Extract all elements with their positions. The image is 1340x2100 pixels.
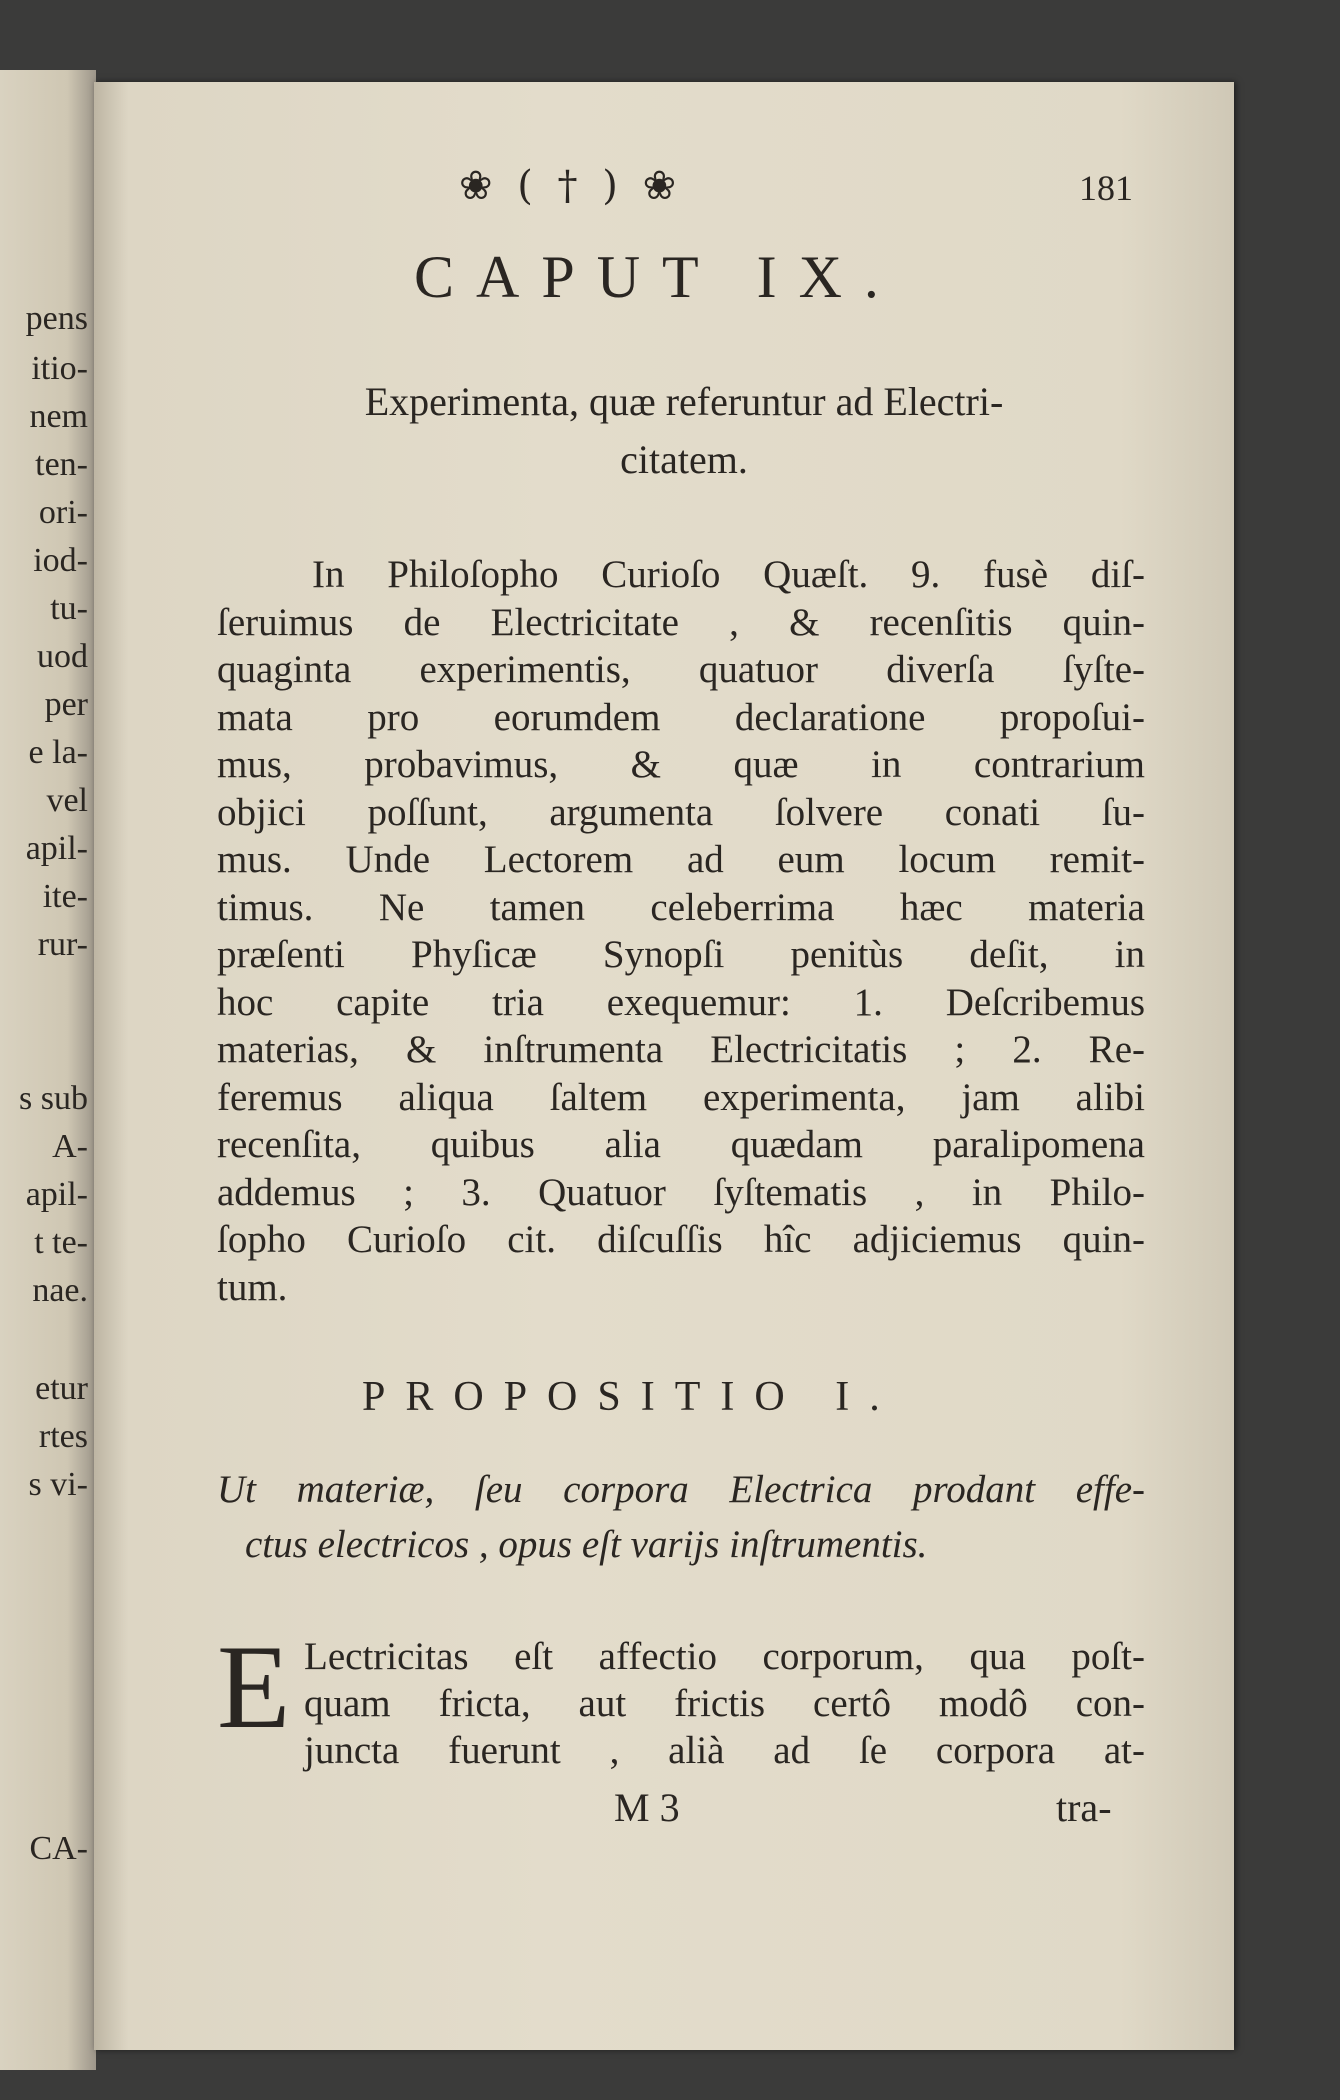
body-line: Lectricitas eſt affectio corporum, qua poſt- <box>304 1635 1145 1678</box>
left-page-fragment-line: tu- <box>50 590 88 627</box>
chapter-subtitle-line: Experimenta, quæ referuntur ad Electri- <box>364 379 1004 424</box>
left-page-fragment-line: itio- <box>31 350 88 387</box>
proposition-statement-line: ctus electricos , opus eſt varijs inſtrumentis. <box>245 1523 928 1566</box>
catchword: tra- <box>1056 1785 1112 1830</box>
chapter-title: CAPUT IX. <box>414 244 901 310</box>
left-page-fragment-line: s vi- <box>28 1466 88 1503</box>
intro-line: ſeruimus de Electricitate , & recenſitis quin- <box>217 600 1145 644</box>
left-page-fragment-line: vel <box>46 782 88 819</box>
intro-line: hoc capite tria exequemur: 1. Deſcribemus <box>217 980 1145 1024</box>
left-page-fragment-line: CA- <box>29 1830 88 1867</box>
left-page-fragment-line: rtes <box>38 1418 88 1455</box>
left-page-fragment <box>0 70 96 2070</box>
left-page-fragment-line: apil- <box>25 1176 88 1213</box>
left-page-fragment-line: t te- <box>34 1224 88 1261</box>
intro-line: In Philoſopho Curioſo Quæſt. 9. fusè diſ- <box>312 553 1145 596</box>
intro-line: addemus ; 3. Quatuor ſyſtematis , in Philo- <box>217 1170 1145 1214</box>
intro-line: mus. Unde Lectorem ad eum locum remit- <box>217 838 1145 881</box>
running-head-ornament: ❀ ( † ) ❀ <box>459 163 683 209</box>
left-page-fragment-line: per <box>44 686 88 723</box>
intro-line: quaginta experimentis, quatuor diverſa ſyſte- <box>217 648 1145 691</box>
intro-line: ſopho Curioſo cit. diſcuſſis hîc adjiciemus quin- <box>217 1218 1145 1261</box>
left-page-fragment-line: ori- <box>38 494 88 531</box>
left-page-fragment-line: apil- <box>25 830 88 867</box>
intro-line: materias, & inſtrumenta Electricitatis ; 2. Re- <box>217 1028 1145 1071</box>
left-page-fragment-line: uod <box>37 638 88 675</box>
intro-line: præſenti Phyſicæ Synopſi penitùs deſit, in <box>217 933 1145 976</box>
chapter-subtitle-line: citatem. <box>620 437 748 482</box>
left-page-fragment-line: A- <box>52 1128 88 1165</box>
left-page-fragment-line: iod- <box>33 542 88 579</box>
intro-line: mata pro eorumdem declaratione propoſui- <box>217 695 1145 739</box>
intro-line: mus, probavimus, & quæ in contrarium <box>217 743 1145 786</box>
drop-cap: E <box>217 1620 291 1753</box>
book-page <box>94 82 1234 2050</box>
left-page-fragment-line: e la- <box>28 734 88 771</box>
left-page-fragment-line: pens <box>25 300 88 337</box>
body-line: quam fricta, aut frictis certô modô con- <box>304 1682 1145 1725</box>
page-number: 181 <box>1079 168 1133 208</box>
proposition-title: PROPOSITIO I. <box>362 1374 900 1420</box>
proposition-statement-line: Ut materiæ, ſeu corpora Electrica prodant effe- <box>217 1468 1145 1511</box>
intro-line: recenſita, quibus alia quædam paralipomena <box>217 1123 1145 1166</box>
left-page-fragment-line: s sub <box>19 1080 88 1117</box>
intro-line: feremus aliqua ſaltem experimenta, jam alibi <box>217 1075 1145 1119</box>
left-page-fragment-line: nem <box>29 398 88 435</box>
intro-line: tum. <box>217 1265 288 1309</box>
left-page-fragment-line: etur <box>35 1370 88 1407</box>
body-line: juncta fuerunt , alià ad ſe corpora at- <box>304 1729 1145 1772</box>
intro-line: objici poſſunt, argumenta ſolvere conati ſu- <box>217 790 1145 834</box>
left-page-fragment-line: rur- <box>37 926 88 963</box>
left-page-fragment-line: nae. <box>32 1272 88 1309</box>
left-page-fragment-line: ite- <box>42 878 88 915</box>
intro-line: timus. Ne tamen celeberrima hæc materia <box>217 885 1145 929</box>
left-page-fragment-line: ten- <box>35 446 88 483</box>
signature-mark: M 3 <box>614 1785 680 1830</box>
